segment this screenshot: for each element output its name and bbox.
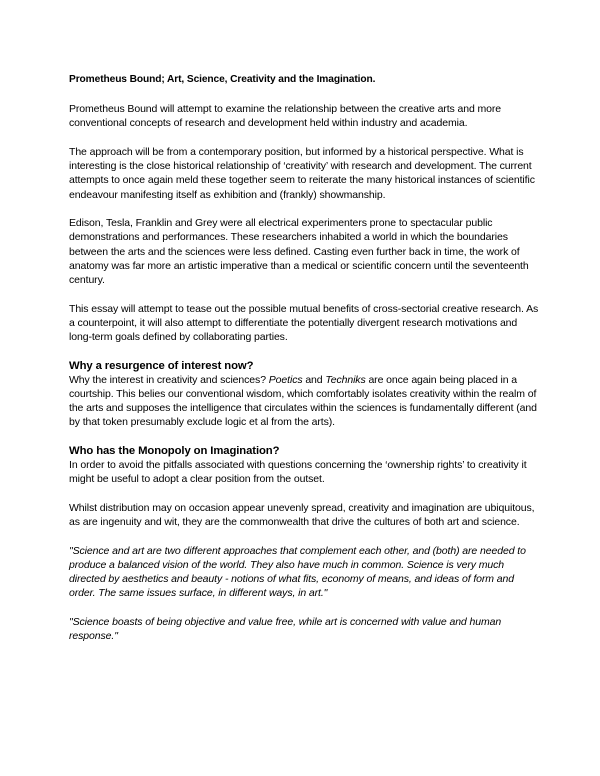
resurgence-text-b: and — [302, 373, 326, 386]
quote-paragraph-1: "Science and art are two different approaches that complement each other, and (both) are needed to produce a balanced vision of the world. They also have much in common. Science is very much directed by aesthetics and beauty - notions of what fits, economy of means, and ideas of form and order. The same issues surface, in different ways, in art." — [69, 544, 526, 600]
intro-paragraph-3: Edison, Tesla, Franklin and Grey were all electrical experimenters prone to spectacular public demonstrations and performances. These researchers inhabited a world in which the boundaries between the arts and the sciences were less defined. Casting even further back in time, the work of anatomy was far more an artistic imperative than a medical or scientific concern until the seventeenth century. — [69, 217, 529, 287]
monopoly-paragraph-1: In order to avoid the pitfalls associated with questions concerning the ‘ownership rights’ to creativity it might be useful to adopt a clear position from the outset. — [69, 459, 527, 486]
poetics-term: Poetics — [268, 373, 303, 386]
techniks-term: Techniks — [325, 373, 366, 386]
section-heading-monopoly: Who has the Monopoly on Imagination? — [69, 445, 280, 458]
intro-paragraph-2: The approach will be from a contemporary position, but informed by a historical perspective. What is interesting is the close historical relationship of ‘creativity’ with research and development. The current attempts to once again meld these together seem to reiterate the many historical instances of scientific endeavour manifesting itself as exhibition and (frankly) showmanship. — [69, 146, 535, 201]
document-body — [69, 73, 539, 658]
resurgence-paragraph — [69, 373, 539, 430]
intro-paragraph-1: Prometheus Bound will attempt to examine the relationship between the creative arts and more conventional concepts of research and development held within industry and academia. — [69, 103, 502, 130]
document-title: Prometheus Bound; Art, Science, Creativity and the Imagination. — [69, 74, 376, 85]
section-heading-resurgence: Why a resurgence of interest now? — [69, 359, 254, 372]
quote-paragraph-2: "Science boasts of being objective and value free, while art is concerned with value and human response." — [69, 616, 502, 643]
resurgence-text-c: are once again being placed in a courtship. This belies our conventional wisdom, which comfortably isolates creativity within the realm of the arts and supposes the intelligence that circulates within the sciences is fundamentally different (and by that token presumably exclude logic et al from the arts). — [69, 373, 537, 429]
resurgence-text-a: Why the interest in creativity and sciences? — [69, 373, 269, 386]
monopoly-paragraph-2: Whilst distribution may on occasion appear unevenly spread, creativity and imagination are ubiquitous, as are ingenuity and wit, they are the commonwealth that drive the cultures of both art and science. — [69, 502, 535, 529]
intro-paragraph-4: This essay will attempt to tease out the possible mutual benefits of cross-sectorial creative research. As a counterpoint, it will also attempt to differentiate the potentially divergent research motivations and long-term goals defined by collaborating parties. — [69, 302, 539, 344]
